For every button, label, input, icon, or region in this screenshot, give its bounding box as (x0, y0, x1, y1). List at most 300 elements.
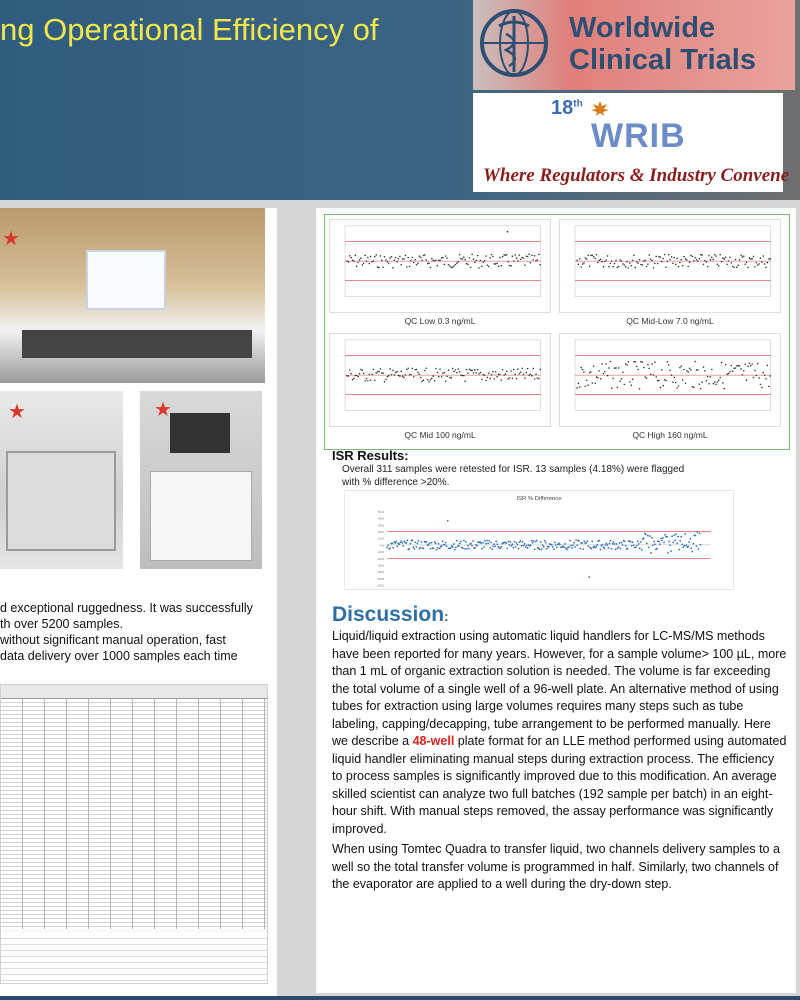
qc-point (636, 366, 638, 368)
isr-point (681, 544, 683, 546)
qc-point (488, 266, 490, 268)
isr-point (450, 547, 452, 549)
qc-point (679, 367, 681, 369)
qc-point (769, 375, 771, 377)
qc-point (700, 388, 702, 390)
qc-point (503, 254, 505, 256)
qc-point (477, 255, 479, 257)
qc-point (392, 370, 394, 372)
isr-point (631, 545, 633, 547)
qc-point (441, 376, 443, 378)
isr-point (412, 540, 414, 542)
qc-point (469, 257, 471, 259)
isr-point (488, 540, 490, 542)
isr-point (394, 542, 396, 544)
isr-percent-difference-chart (344, 490, 734, 590)
isr-point (613, 541, 615, 543)
qc-point (521, 367, 523, 369)
isr-point (534, 548, 536, 550)
qc-point (477, 369, 479, 371)
qc-point (740, 255, 742, 257)
qc-point (618, 266, 620, 268)
qc-point (740, 368, 742, 370)
isr-point (405, 542, 407, 544)
qc-point (360, 257, 362, 259)
isr-point (421, 541, 423, 543)
isr-point (439, 548, 441, 550)
qc-point (696, 369, 698, 371)
qc-point (531, 375, 533, 377)
isr-y-tick-label: -40.0 (377, 570, 385, 575)
isr-point (396, 545, 398, 547)
qc-point (538, 378, 540, 380)
qc-point (368, 263, 370, 265)
qc-point (381, 372, 383, 374)
qc-point (657, 263, 659, 265)
qc-point (362, 264, 364, 266)
isr-point (423, 548, 425, 550)
qc-point (714, 254, 716, 256)
discussion-paragraph-2: When using Tomtec Quadra to transfer liquid, two channels delivery samples to a well so the total transfer volume is programmed in half. Similarly, two channels of the evaporator are applied to a well during the dry-down step. (332, 842, 780, 891)
poster-header (0, 0, 800, 200)
qc-point (632, 260, 634, 262)
qc-point (495, 371, 497, 373)
qc-point (646, 266, 648, 268)
qc-point (484, 375, 486, 377)
qc-chart-mid (329, 333, 551, 427)
qc-point (349, 255, 351, 257)
qc-point (683, 256, 685, 258)
qc-point (598, 370, 600, 372)
qc-point (730, 365, 732, 367)
isr-point (512, 543, 514, 545)
qc-point (633, 361, 635, 363)
isr-point (554, 541, 556, 543)
qc-point (537, 259, 539, 261)
isr-point (437, 547, 439, 549)
qc-point (524, 377, 526, 379)
qc-point (471, 254, 473, 256)
qc-point (492, 371, 494, 373)
qc-point (637, 262, 639, 264)
qc-point (469, 369, 471, 371)
isr-point (487, 542, 489, 544)
qc-point (687, 371, 689, 373)
qc-point (590, 255, 592, 257)
isr-point (612, 543, 614, 545)
isr-point (667, 552, 669, 554)
qc-point (721, 261, 723, 263)
isr-point (510, 541, 512, 543)
isr-point (391, 543, 393, 545)
qc-point (396, 261, 398, 263)
qc-point (359, 373, 361, 375)
control-panel (170, 413, 230, 453)
qc-point (481, 379, 483, 381)
isr-point (652, 544, 654, 546)
qc-point (428, 381, 430, 383)
qc-point (582, 263, 584, 265)
qc-point (726, 264, 728, 266)
qc-point (520, 258, 522, 260)
isr-point (551, 544, 553, 546)
qc-point (459, 254, 461, 256)
isr-point (636, 545, 638, 547)
qc-point (732, 371, 734, 373)
isr-point (509, 544, 511, 546)
isr-point (614, 543, 616, 545)
isr-point (392, 547, 394, 549)
qc-point (535, 373, 537, 375)
isr-point (618, 546, 620, 548)
qc-point (585, 385, 587, 387)
qc-point (674, 257, 676, 259)
qc-point (657, 380, 659, 382)
qc-point (370, 379, 372, 381)
qc-point (761, 387, 763, 389)
qc-point (614, 367, 616, 369)
qc-point (686, 259, 688, 261)
discussion-body (332, 628, 788, 897)
qc-point (697, 369, 699, 371)
star-marker-icon: ★ (2, 228, 20, 250)
qc-point (437, 372, 439, 374)
qc-point (621, 260, 623, 262)
qc-point (496, 376, 498, 378)
isr-point (426, 541, 428, 543)
qc-point (445, 380, 447, 382)
qc-point (527, 368, 529, 370)
isr-point (467, 545, 469, 547)
qc-point (489, 378, 491, 380)
qc-point (360, 369, 362, 371)
isr-point (468, 548, 470, 550)
qc-point (384, 381, 386, 383)
isr-point (692, 543, 694, 545)
qc-point (624, 384, 626, 386)
qc-point (467, 372, 469, 374)
qc-point (761, 261, 763, 263)
qc-point (362, 369, 364, 371)
qc-point (476, 260, 478, 262)
qc-point (484, 260, 486, 262)
isr-point (389, 548, 391, 550)
qc-point (717, 263, 719, 265)
qc-point (455, 264, 457, 266)
qc-point (507, 231, 509, 233)
qc-point (494, 263, 496, 265)
qc-point (689, 261, 691, 263)
qc-point (672, 262, 674, 264)
qc-point (495, 263, 497, 265)
qc-point (605, 363, 607, 365)
qc-point (611, 260, 613, 262)
isr-point (521, 545, 523, 547)
qc-label-high: QC High 160 ng/mL (632, 430, 708, 440)
qc-point (359, 259, 361, 261)
qc-point (498, 265, 500, 267)
qc-point (687, 266, 689, 268)
isr-point (668, 541, 670, 543)
isr-point (532, 542, 534, 544)
table-summary (1, 933, 267, 983)
qc-point (363, 262, 365, 264)
isr-point (510, 545, 512, 547)
qc-point (409, 374, 411, 376)
qc-point (448, 369, 450, 371)
isr-point (679, 540, 681, 542)
qc-point (500, 265, 502, 267)
qc-point (610, 361, 612, 363)
qc-point (708, 255, 710, 257)
qc-point (439, 260, 441, 262)
isr-point (471, 545, 473, 547)
isr-point (481, 548, 483, 550)
qc-point (352, 260, 354, 262)
qc-point (664, 254, 666, 256)
qc-point (728, 260, 730, 262)
qc-point (762, 372, 764, 374)
qc-point (466, 263, 468, 265)
qc-point (449, 265, 451, 267)
qc-point (639, 388, 641, 390)
wct-wordmark (569, 12, 756, 76)
qc-point (519, 254, 521, 256)
isr-point (635, 547, 637, 549)
qc-point (391, 374, 393, 376)
qc-point (539, 264, 541, 266)
isr-point (499, 547, 501, 549)
isr-point (661, 540, 663, 542)
qc-point (405, 374, 407, 376)
isr-point (570, 545, 572, 547)
qc-point (388, 263, 390, 265)
qc-point (523, 374, 525, 376)
qc-point (496, 262, 498, 264)
qc-point (671, 256, 673, 258)
isr-point (438, 543, 440, 545)
qc-point (737, 365, 739, 367)
qc-point (665, 267, 667, 269)
instrument-photo-bottom-left (0, 391, 123, 569)
qc-point (392, 267, 394, 269)
qc-point (348, 261, 350, 263)
qc-point (756, 375, 758, 377)
isr-point (591, 540, 593, 542)
isr-point (539, 549, 541, 551)
isr-point (593, 545, 595, 547)
qc-point (712, 259, 714, 261)
highlight-48-well: 48-well (412, 734, 455, 748)
qc-point (407, 367, 409, 369)
qc-point (378, 371, 380, 373)
isr-point (696, 531, 698, 533)
isr-point (619, 542, 621, 544)
isr-point (546, 548, 548, 550)
qc-point (382, 372, 384, 374)
isr-point (553, 548, 555, 550)
qc-point (385, 259, 387, 261)
qc-point (418, 255, 420, 257)
qc-point (531, 255, 533, 257)
qc-point (464, 259, 466, 261)
isr-point (624, 540, 626, 542)
isr-point (579, 548, 581, 550)
qc-point (509, 377, 511, 379)
isr-point (458, 545, 460, 547)
qc-point (597, 377, 599, 379)
isr-point (520, 540, 522, 542)
qc-point (398, 258, 400, 260)
isr-point (525, 546, 527, 548)
qc-point (582, 369, 584, 371)
qc-point (357, 376, 359, 378)
qc-point (403, 258, 405, 260)
qc-point (526, 255, 528, 257)
isr-point (544, 540, 546, 542)
qc-point (350, 373, 352, 375)
qc-point (598, 260, 600, 262)
qc-point (413, 376, 415, 378)
qc-point (516, 257, 518, 259)
isr-point (574, 546, 576, 548)
qc-point (410, 374, 412, 376)
left-line: data delivery over 1000 samples each time (0, 649, 238, 663)
qc-point (377, 266, 379, 268)
isr-point (545, 542, 547, 544)
qc-point (706, 261, 708, 263)
isr-point (578, 540, 580, 542)
qc-point (615, 367, 617, 369)
qc-point (528, 374, 530, 376)
discussion-heading: Discussion: (332, 603, 449, 626)
wrib-wordmark: WRIB (591, 117, 686, 155)
qc-label-mid: QC Mid 100 ng/mL (404, 430, 476, 440)
isr-point (660, 538, 662, 540)
isr-point (620, 548, 622, 550)
qc-point (630, 265, 632, 267)
qc-point (735, 259, 737, 261)
qc-point (430, 267, 432, 269)
qc-point (692, 256, 694, 258)
qc-point (683, 369, 685, 371)
qc-point (539, 369, 541, 371)
qc-point (481, 265, 483, 267)
isr-point (402, 545, 404, 547)
qc-point (730, 262, 732, 264)
isr-point (691, 551, 693, 553)
qc-point (597, 262, 599, 264)
left-line: th over 5200 samples. (0, 617, 123, 631)
qc-point (396, 371, 398, 373)
qc-point (476, 372, 478, 374)
qc-point (746, 379, 748, 381)
qc-point (612, 378, 614, 380)
qc-point (628, 267, 630, 269)
isr-point (408, 548, 410, 550)
qc-point (478, 267, 480, 269)
qc-point (509, 265, 511, 267)
isr-point (575, 539, 577, 541)
qc-point (642, 264, 644, 266)
isr-line: with % difference >20%. (342, 477, 450, 488)
isr-y-tick-label: 50.0 (378, 509, 385, 514)
qc-point (712, 383, 714, 385)
qc-point (387, 261, 389, 263)
qc-point (437, 265, 439, 267)
isr-point (599, 549, 601, 551)
qc-point (579, 386, 581, 388)
isr-point (673, 535, 675, 537)
qc-point (587, 384, 589, 386)
qc-point (632, 379, 634, 381)
qc-point (593, 256, 595, 258)
qc-point (388, 375, 390, 377)
qc-point (463, 375, 465, 377)
isr-point (470, 543, 472, 545)
qc-point (719, 377, 721, 379)
isr-point (607, 544, 609, 546)
isr-point (645, 534, 647, 536)
qc-point (417, 262, 419, 264)
qc-point (667, 361, 669, 363)
isr-point (573, 542, 575, 544)
qc-point (655, 256, 657, 258)
qc-point (643, 367, 645, 369)
qc-point (510, 265, 512, 267)
qc-point (580, 367, 582, 369)
qc-point (653, 267, 655, 269)
qc-point (346, 375, 348, 377)
isr-point (685, 544, 687, 546)
qc-point (446, 376, 448, 378)
isr-point (464, 548, 466, 550)
qc-point (491, 254, 493, 256)
isr-point (406, 540, 408, 542)
qc-point (625, 266, 627, 268)
qc-point (721, 362, 723, 364)
qc-point (482, 261, 484, 263)
qc-point (530, 262, 532, 264)
qc-point (586, 380, 588, 382)
isr-point (684, 533, 686, 535)
qc-point (394, 374, 396, 376)
qc-point (453, 371, 455, 373)
qc-point (717, 381, 719, 383)
qc-point (487, 264, 489, 266)
bottom-bar (0, 996, 800, 1000)
qc-point (387, 376, 389, 378)
right-content-panel (316, 208, 796, 993)
qc-point (603, 266, 605, 268)
isr-point (676, 543, 678, 545)
qc-point (389, 368, 391, 370)
isr-point (666, 536, 668, 538)
qc-point (534, 255, 536, 257)
isr-point (675, 533, 677, 535)
isr-point (694, 535, 696, 537)
qc-point (635, 267, 637, 269)
qc-point (357, 262, 359, 264)
isr-point (638, 543, 640, 545)
qc-point (690, 255, 692, 257)
qc-point (654, 262, 656, 264)
qc-point (715, 255, 717, 257)
isr-point (621, 542, 623, 544)
qc-point (513, 369, 515, 371)
qc-point (441, 257, 443, 259)
qc-point (682, 265, 684, 267)
